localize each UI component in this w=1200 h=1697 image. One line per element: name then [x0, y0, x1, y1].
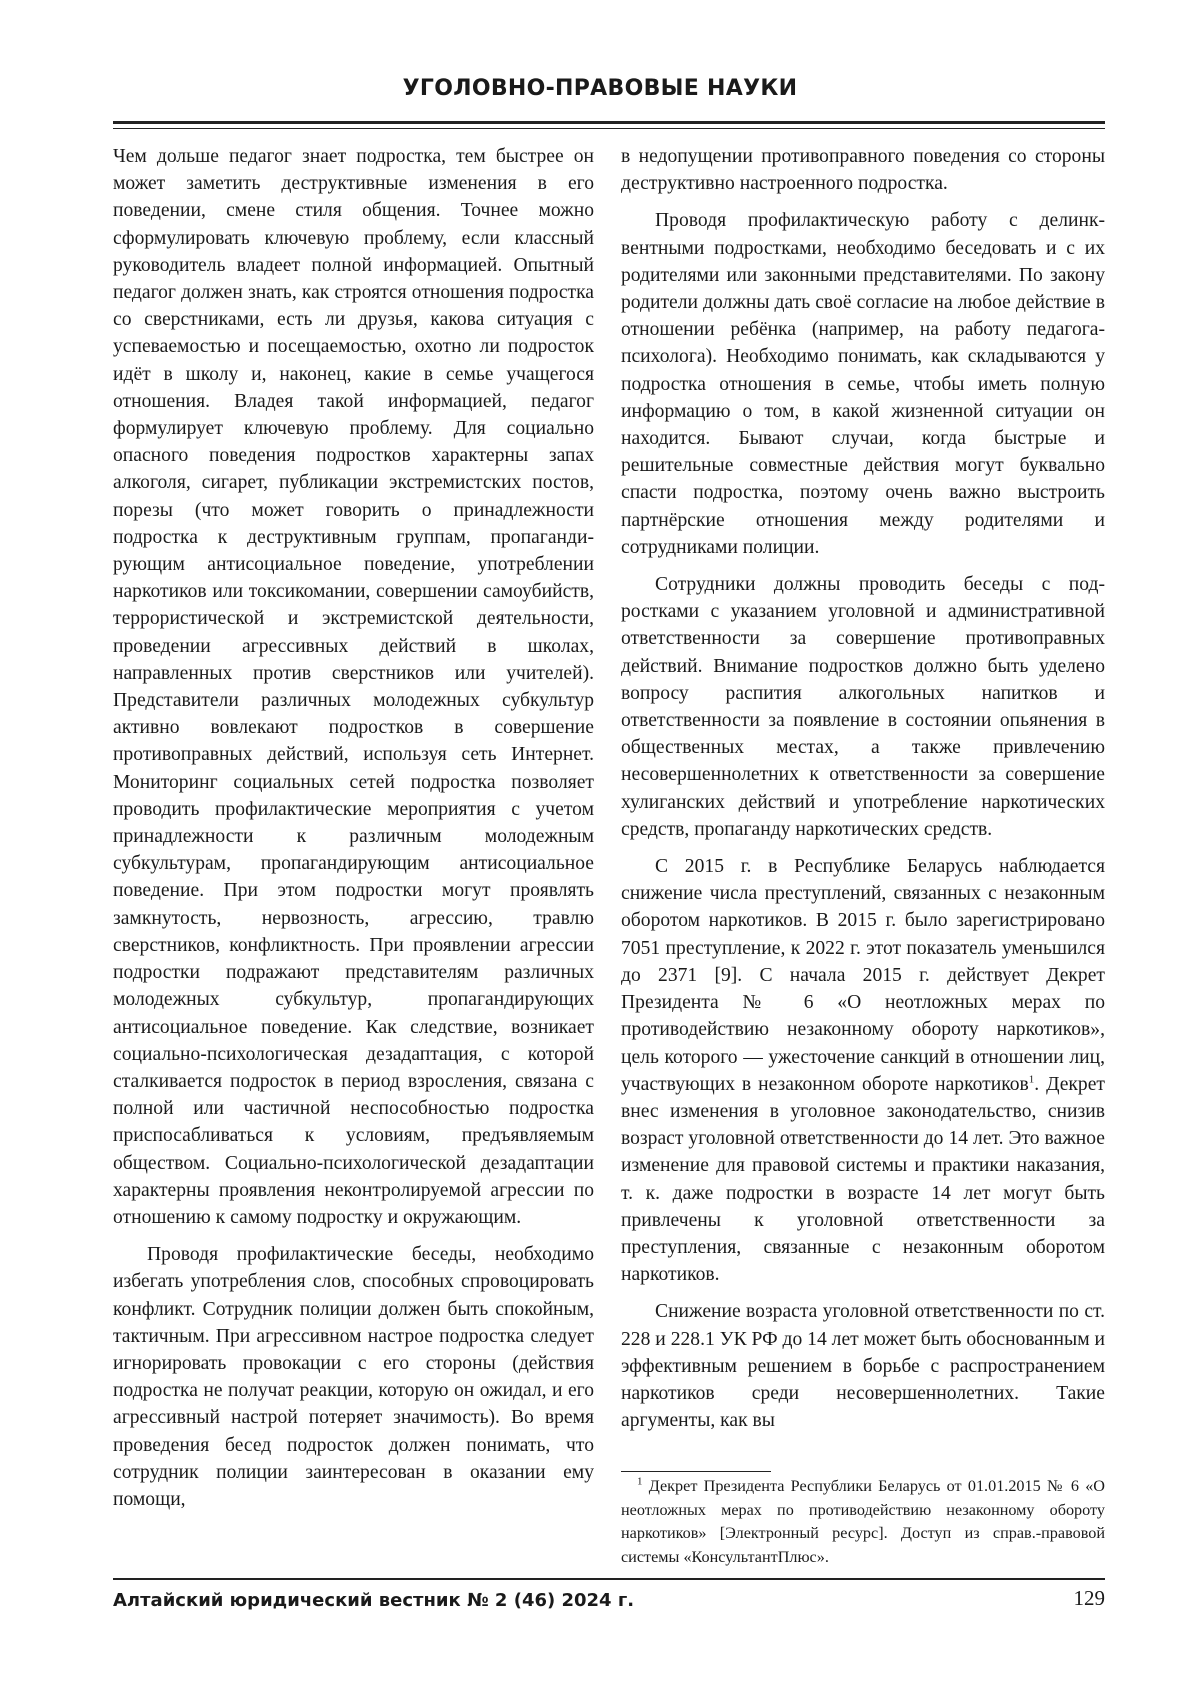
paragraph: в недопущении противоправного поведения со стороны деструктивно настроенного подростка. [621, 146, 1105, 195]
paragraph: Сотрудники должны проводить беседы с подростками с указанием уголовной и административной ответственности за совершение противоправных действий. Внимание подростков должно быть уделено вопросу распития алкогольных напитков и ответственности за появление в состоянии опьянения в общественных местах, а также привлечению несовершеннолетних к ответственности за совершение хулиганских действий и употребление наркотических средств, пропаганду наркотических средств. [621, 574, 1105, 840]
paragraph [621, 853, 1105, 1288]
footnote-number: 1 [637, 1475, 643, 1488]
paragraph: Проводя профилактическую работу с делинквентными подростками, необходимо беседовать и с их родителями или законными представителями. По закону родители должны дать своё согласие на любое действие в отношении ребёнка (например, на работу педагога-психолога). Необходимо понимать, как складываются у подростка отношения в семье, чтобы иметь полную информацию о том, в какой жизненной ситуации он находится. Бывают случаи, когда быстрые и решительные совместные действия могут буквально спасти подростка, поэтому очень важно выстроить партнёрские отношения между родителями и сотрудниками полиции. [621, 210, 1105, 558]
header-rule-thin [113, 128, 1105, 129]
paragraph: Проводя профилактические беседы, необходимо избегать употребления слов, способных спровоцировать конфликт. Сотрудник полиции должен быть спокойным, тактичным. При агрессивном настрое подростка следует игнорировать провокации с его стороны (действия подростка не получат реакции, которую он ожидал, и его агрессивный настрой потеряет значимость). Во время проведения бесед подросток должен понимать, что сотрудник полиции заинтересован в оказании ему помощи, [113, 1244, 594, 1510]
footnote-separator [621, 1471, 771, 1472]
header-rule-thick [113, 121, 1105, 124]
left-column [113, 143, 594, 1513]
paragraph: Чем дольше педагог знает подростка, тем быстрее он может заметить деструктивные изменения в его поведении, смене стиля общения. Точнее можно сформулировать ключевую проблему, если классный руководитель владеет полной информацией. Опытный педагог должен знать, как строятся отношения подростка со сверстниками, есть ли друзья, какова ситуация с успеваемостью и посещаемостью, охотно ли подросток идёт в школу и, наконец, какие в семье учащегося отношения. Владея такой информацией, педагог формулирует ключевую проблему. Для социально опасного поведения подростков характерны запах алкоголя, сигарет, публикации экстремистских постов, порезы (что может говорить о принадлежности подростка к деструктивным группам, пропагандирующим антисоциальное поведение, употреблении наркотиков или токсикомании, совершении самоубийств, террористической и экстремистской деятельности, проведении агрессивных действий в школах, направленных против сверстников или учителей). Представители различных молодежных субкультур активно вовлекают подростков в совершение противоправных действий, используя сеть Интернет. Мониторинг социальных сетей подростка позволяет проводить профилактические мероприятия с учетом принадлежности к различным молодежным субкультурам, пропагандирующим антисоциальное поведение. При этом подростки могут проявлять замкнутость, нервозность, агрессию, травлю сверстников, конфликтность. При проявлении агрессии подростки подражают представителям различных молодежных субкультур, пропагандирующих антисоциальное поведение. Как следствие, возникает социально-психологическая дезадаптация, с которой сталкивается подросток в период взросления, связана с полной или частичной неспособностью подростка приспосабливаться к условиям, предъявляемым обществом. Социально-психологической дезадаптации характерны проявления неконтролируемой агрессии по отношению к самому подростку и окружающим. [113, 146, 594, 1228]
journal-title: Алтайский юридический вестник № 2 (46) 2024 г. [113, 1590, 635, 1611]
page-number: 129 [1073, 1586, 1105, 1610]
footnote-reference[interactable]: 1 [1028, 1073, 1035, 1086]
paragraph-text-continued: . Декрет внес изменения в уголовное законодательство, снизив возраст уголовной ответственности до 14 лет. Это важное изменение для правовой системы и практики наказания, т. к. даже подростки в возрасте 14 лет могут быть привлечены к уголовной ответственности за преступления, связанные с незаконным оборотом наркотиков. [621, 1073, 1105, 1286]
section-title: УГОЛОВНО-ПРАВОВЫЕ НАУКИ [402, 76, 798, 101]
right-column [621, 143, 1105, 1434]
footnote-text: Декрет Президента Республики Беларусь от 01.01.2015 № 6 «О неотложных мерах по противодействию незаконному обороту наркотиков» [Электронный ресурс]. Доступ из справ.-правовой системы «КонсультантПлюс». [621, 1477, 1105, 1566]
footer-rule [113, 1578, 1105, 1580]
paragraph-text: С 2015 г. в Республике Беларусь наблюдается снижение числа преступлений, связанных с незаконным оборотом наркотиков. В 2015 г. было зарегистрировано 7051 преступление, к 2022 г. этот показатель уменьшился до 2371 [9]. С начала 2015 г. действует Декрет Президента № 6 «О неотложных мерах по противодействию незаконному обороту наркотиков», цель которого — ужесточение санкций в отношении лиц, участвующих в незаконном обороте наркотиков [621, 856, 1105, 1095]
footnote [621, 1475, 1105, 1569]
paragraph: Снижение возраста уголовной ответственности по ст. 228 и 228.1 УК РФ до 14 лет может быть обоснованным и эффективным решением в борьбе с распространением наркотиков среди несовершеннолетних. Такие аргументы, как вы [621, 1301, 1105, 1432]
